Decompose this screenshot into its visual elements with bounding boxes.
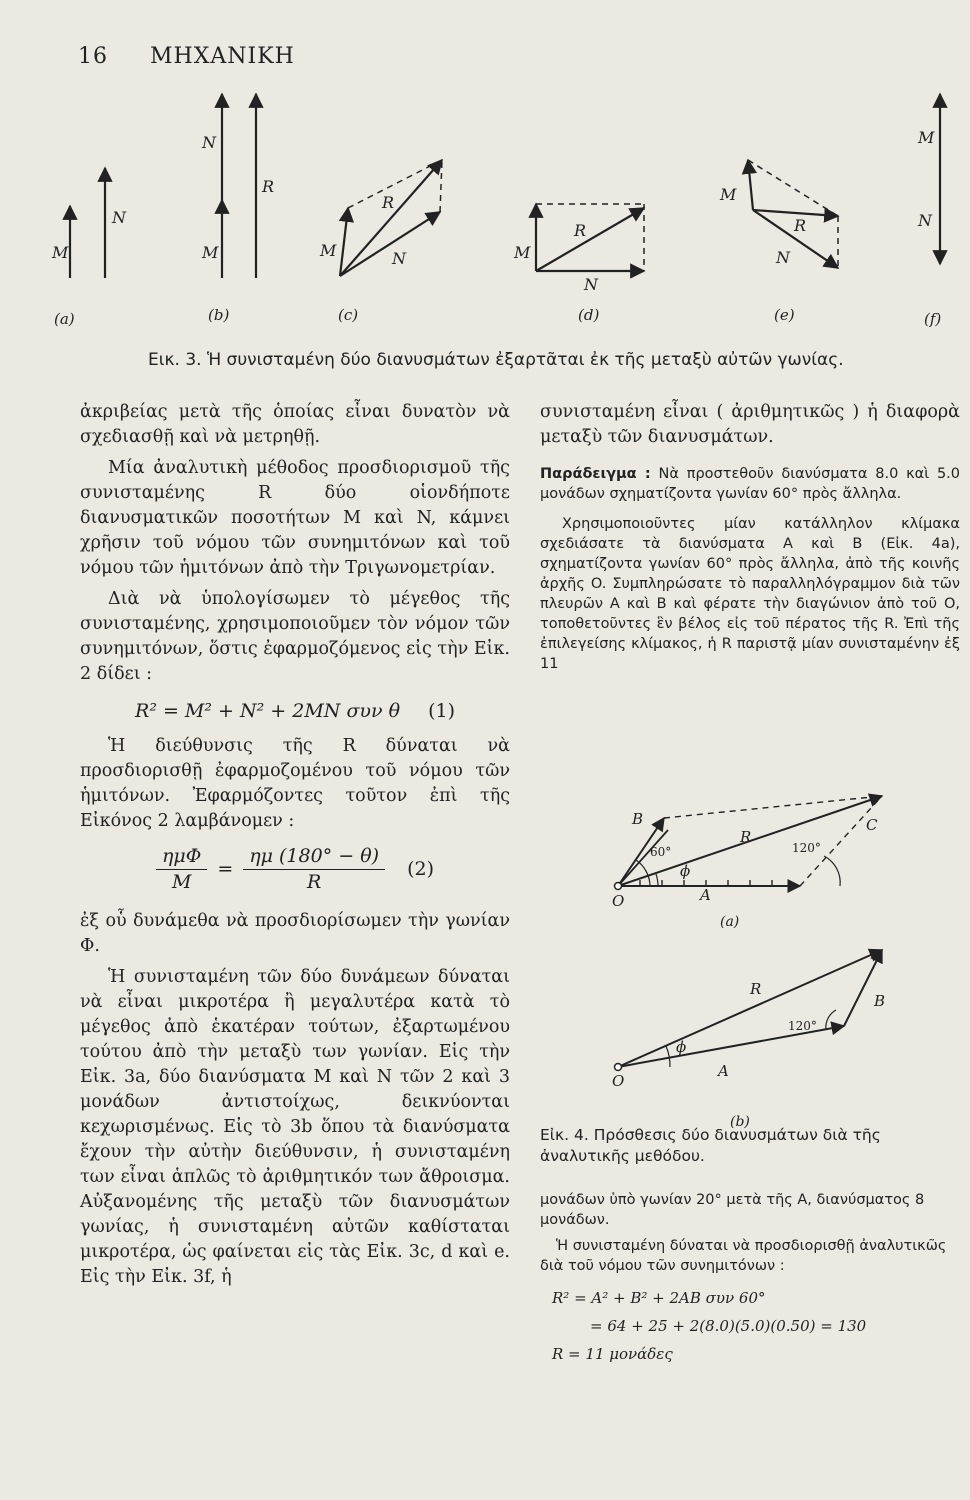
page-number: 16 <box>78 44 108 69</box>
equation-2-right-fraction <box>243 844 385 895</box>
figure-3-caption: Εικ. 3. Ἡ συνισταμένη δύο διανυσμάτων ἐξαρτᾶται ἐκ τῆς μεταξὺ αὐτῶν γωνίας. <box>148 350 844 370</box>
equation-1-body: R² = M² + N² + 2MN συν θ <box>135 700 401 722</box>
fig4a-sub-label: (a) <box>720 914 740 930</box>
example-text: Νὰ προστεθοῦν διανύσματα 8.0 καὶ 5.0 μονάδων σχηματίζοντα γωνίαν 60° πρὸς ἄλληλα. <box>540 466 961 502</box>
fig4b-label-phi: ϕ <box>676 1038 687 1056</box>
fig4b-label-A: A <box>718 1062 729 1080</box>
fig3b-label-M: M <box>202 243 219 262</box>
fig3c-label-N: N <box>392 249 406 268</box>
fig3e-label-R: R <box>794 216 807 235</box>
fig4b-vectors <box>618 950 882 1067</box>
fig3d-label-M: M <box>514 243 531 262</box>
calc-line-3: R = 11 μονάδες <box>552 1345 673 1363</box>
page-header <box>78 44 295 69</box>
equation-1 <box>80 699 510 724</box>
equation-2-equals: = <box>217 858 234 880</box>
left-paragraph-4: Ἡ διεύθυνσις τῆς R δύναται νὰ προσδιορισθῇ ἐφαρμοζομένου τοῦ νόμου τῶν ἡμιτόνων. Ἐφαρμόζοντες τοῦτον ἐπὶ τῆς Εἰκόνος 2 λαμβάνομεν : <box>80 736 510 831</box>
fig3-sub-c: (c) <box>338 306 359 324</box>
calc-line-1: R² = A² + B² + 2AB συν 60° <box>552 1289 766 1307</box>
fig4a-label-O: O <box>612 892 625 910</box>
equation-2-left-fraction <box>156 844 207 895</box>
figure-4 <box>540 790 965 1130</box>
equation-2 <box>80 844 510 895</box>
equation-1-number: (1) <box>428 700 455 722</box>
fig3-sub-e: (e) <box>774 306 795 324</box>
equation-2-left-denominator: M <box>171 871 192 893</box>
fig4a-label-B: B <box>632 810 644 828</box>
right-column-lower <box>540 1190 960 1368</box>
fig3b-label-N: N <box>202 133 216 152</box>
fig4b-label-O: O <box>612 1072 625 1090</box>
left-paragraph-3: Διὰ νὰ ὑπολογίσωμεν τὸ μέγεθος τῆς συνισταμένης, χρησιμοποιοῦμεν τὸν νόμον τῶν συνημιτόνων, ὅστις ἐφαρμοζόμενος εἰς τὴν Εἰκ. 2 δίδει : <box>80 589 510 684</box>
fig4a-label-phi: ϕ <box>680 862 691 880</box>
fig4b-label-B: B <box>874 992 886 1010</box>
fig4a-angle-120: 120° <box>792 841 821 855</box>
fig4a-angle-60: 60° <box>650 845 672 859</box>
fig3b-label-R: R <box>262 177 275 196</box>
equation-2-right-denominator: R <box>307 871 322 893</box>
equation-2-right-numerator: ημ (180° − θ) <box>243 844 385 870</box>
example-label: Παράδειγμα : <box>540 466 651 482</box>
fig4a-label-C: C <box>866 816 878 834</box>
right-paragraph-2: Χρησιμοποιοῦντες μίαν κατάλληλον κλίμακα σχεδιάσατε τὰ διανύσματα A καὶ B (Εἰκ. 4a), σχηματίζοντα γωνίαν 60° πρὸς ἄλληλα, ἀπὸ τῆς κοινῆς ἀρχῆς O. Συμπληρώσατε τὸ παραλληλόγραμμον διὰ τῶν πλευρῶν A καὶ B καὶ φέρατε τὴν διαγώνιον ἀπὸ τοῦ O, τοποθετοῦντες ἓν βέλος εἰς τοῦ πέρατος τῆς R. Ἐπὶ τῆς ἐπιλεγείσης κλίμακος, ἡ R παριστᾷ μίαν συνισταμένην ἐξ 11 <box>540 516 960 672</box>
right-paragraph-3: μονάδων ὑπὸ γωνίαν 20° μετὰ τῆς A, διανύσματος 8 μονάδων. <box>540 1192 925 1228</box>
fig4a-label-R: R <box>740 828 752 846</box>
running-title: ΜΗΧΑΝΙΚΗ <box>150 44 295 69</box>
fig3d-vectors <box>536 204 644 271</box>
fig4a-origin-point <box>615 883 622 890</box>
fig3e-label-M: M <box>720 185 737 204</box>
fig3f-label-N: N <box>918 211 932 230</box>
left-paragraph-1: ἀκριβείας μετὰ τῆς ὁποίας εἶναι δυνατὸν νὰ σχεδιασθῇ καὶ νὰ μετρηθῇ. <box>80 402 510 447</box>
right-column <box>540 400 960 680</box>
fig3a-label-N: N <box>112 208 126 227</box>
fig3a-vectors <box>70 168 105 278</box>
calculation <box>540 1284 960 1368</box>
figure-3 <box>48 88 968 348</box>
fig3e-vectors <box>748 160 838 268</box>
fig3c-vectors <box>340 160 442 276</box>
fig4b-origin-point <box>615 1064 622 1071</box>
fig3a-label-M: M <box>52 243 69 262</box>
equation-2-left-numerator: ημΦ <box>156 844 207 870</box>
right-paragraph-1: συνισταμένη εἶναι ( ἀριθμητικῶς ) ἡ διαφορὰ μεταξὺ τῶν διανυσμάτων. <box>540 402 960 447</box>
fig3d-label-R: R <box>574 221 587 240</box>
fig3c-label-R: R <box>382 193 395 212</box>
fig4b-label-R: R <box>750 980 762 998</box>
fig3c-label-M: M <box>320 241 337 260</box>
left-paragraph-5: ἐξ οὗ δυνάμεθα νὰ προσδιορίσωμεν τὴν γωνίαν Φ. <box>80 911 510 956</box>
fig3e-label-N: N <box>776 248 790 267</box>
fig3-sub-b: (b) <box>208 306 230 324</box>
fig4a-label-A: A <box>700 886 711 904</box>
fig3-sub-f: (f) <box>924 310 942 328</box>
fig4b-angle-120: 120° <box>788 1019 817 1033</box>
calc-line-2: = 64 + 25 + 2(8.0)(5.0)(0.50) = 130 <box>590 1317 867 1335</box>
equation-2-number: (2) <box>407 858 434 880</box>
fig3d-label-N: N <box>584 275 598 294</box>
fig3-sub-a: (a) <box>54 310 75 328</box>
example-paragraph <box>540 464 960 504</box>
fig3f-label-M: M <box>918 128 935 147</box>
left-paragraph-6: Ἡ συνισταμένη τῶν δύο δυνάμεων δύναται νὰ εἶναι μικροτέρα ἢ μεγαλυτέρα κατὰ τὸ μέγεθος ἀπὸ ἑκατέραν τούτων, ἐξαρτωμένου τούτου ἀπὸ τὴν μεταξὺ των γωνίαν. Εἰς τὴν Εἰκ. 3a, δύο διανύσματα M καὶ N τῶν 2 καὶ 3 μονάδων ἀντιστοίχως, δεικνύονται κεχωρισμένως. Εἰς τὸ 3b ὅπου τὰ διανύσματα ἔχουν τὴν αὐτὴν διεύθυνσιν, ἡ συνισταμένη των εἶναι ἁπλῶς τὸ ἀριθμητικόν των ἄθροισμα. Αὐξανομένης τῆς μεταξὺ τῶν διανυσμάτων γωνίας, ἡ συνισταμένη αὐτῶν καθίσταται μικροτέρα, ὡς φαίνεται εἰς τὰς Εἰκ. 3c, d καὶ e. Εἰς τὴν Εἰκ. 3f, ἡ <box>80 967 510 1287</box>
fig3-sub-d: (d) <box>578 306 600 324</box>
fig4b-sub-label: (b) <box>730 1114 750 1130</box>
left-column <box>80 400 510 1296</box>
figure-4-caption: Εἰκ. 4. Πρόσθεσις δύο διανυσμάτων διὰ τῆς ἀναλυτικῆς μεθόδου. <box>540 1126 881 1165</box>
right-paragraph-4: Ἡ συνισταμένη δύναται νὰ προσδιορισθῇ ἀναλυτικῶς διὰ τοῦ νόμου τῶν συνημιτόνων : <box>540 1238 947 1274</box>
fig3b-vectors <box>222 94 256 278</box>
left-paragraph-2: Μία ἀναλυτικὴ μέθοδος προσδιορισμοῦ τῆς συνισταμένης R δύο οἱονδήποτε διανυσματικῶν ποσοτήτων M καὶ N, κάμνει χρῆσιν τοῦ νόμου τῶν συνημιτόνων καὶ τοῦ νόμου τῶν ἡμιτόνων ἀπὸ τὴν Τριγωνομετρίαν. <box>80 458 510 578</box>
